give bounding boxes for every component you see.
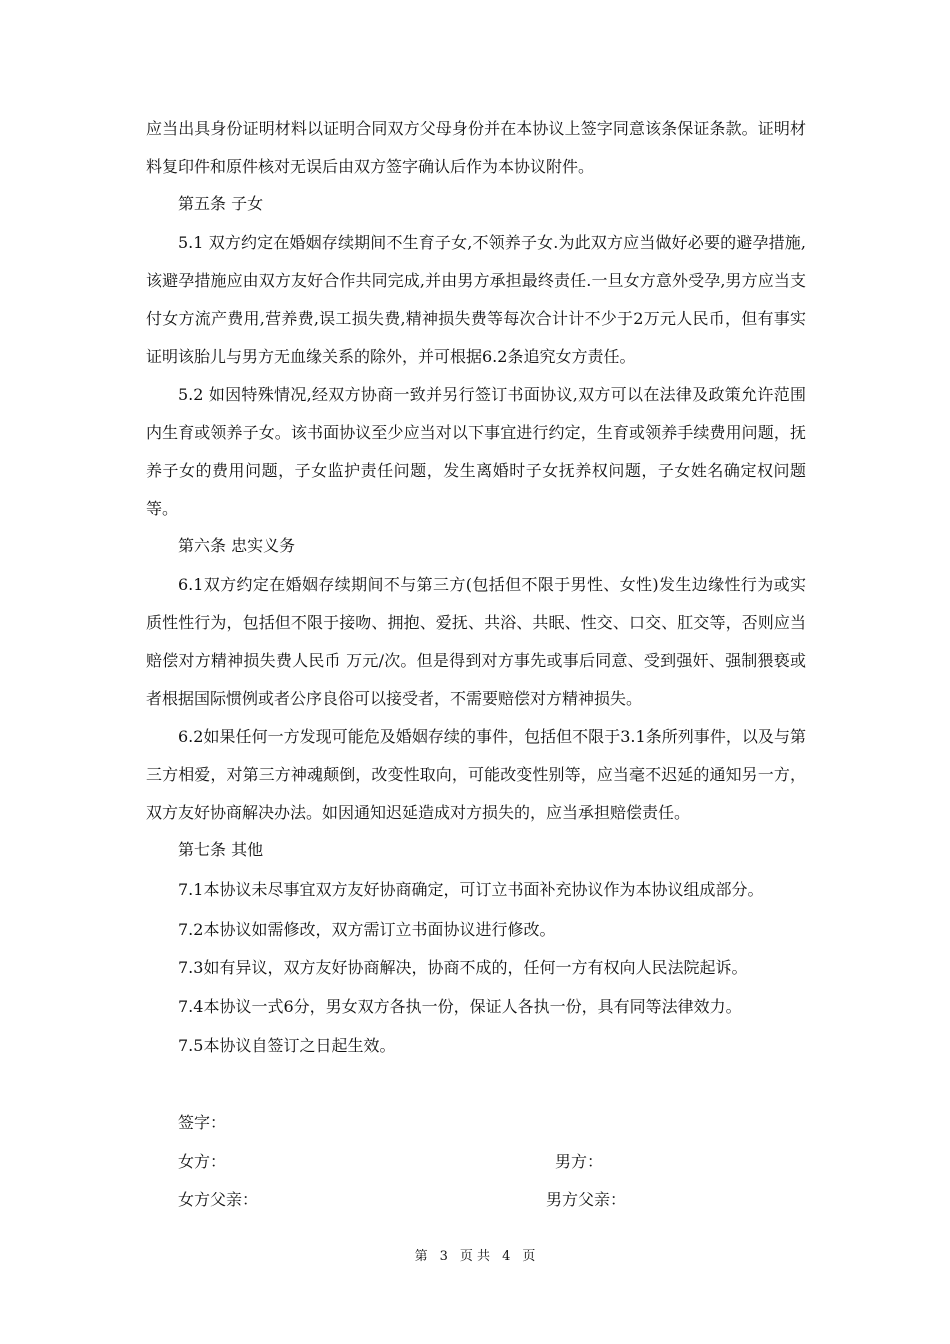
paragraph-intro: 应当出具身份证明材料以证明合同双方父母身份并在本协议上签字同意该条保证条款。证明材料复印件和原件核对无误后由双方签字确认后作为本协议附件。 [146, 119, 806, 176]
paragraph-7-3: 7.3如有异议，双方友好协商解决，协商不成的，任何一方有权向人民法院起诉。 [178, 958, 748, 977]
paragraph-6-1: 6.1双方约定在婚姻存续期间不与第三方(包括但不限于男性、女性)发生边缘性行为或实质性性行为，包括但不限于接吻、拥抱、爱抚、共浴、共眠、性交、口交、肛交等，否则应当赔偿对方精神损失费人民币 万元/次。但是得到对方事先或事后同意、受到强奸、强制猥亵或者根据国际惯例或者公序良俗可以接受者，不需要赔偿对方精神损失。 [146, 575, 806, 708]
paragraph-7-2: 7.2本协议如需修改，双方需订立书面协议进行修改。 [178, 920, 556, 939]
paragraph-5-2: 5.2 如因特殊情况,经双方协商一致并另行签订书面协议,双方可以在法律及政策允许范围内生育或领养子女。该书面协议至少应当对以下事宜进行约定，生育或领养手续费用问题，抚养子女的费用问题，子女监护责任问题，发生离婚时子女抚养权问题，子女姓名确定权问题等。 [146, 385, 806, 518]
signature-label: 签字： [178, 1113, 227, 1132]
section-6-title: 第六条 忠实义务 [178, 536, 296, 555]
paragraph-6-2: 6.2如果任何一方发现可能危及婚姻存续的事件，包括但不限于3.1条所列事件，以及与第三方相爱，对第三方神魂颠倒，改变性取向，可能改变性别等，应当毫不迟延的通知另一方，双方友好协商解决办法。如因通知迟延造成对方损失的，应当承担赔偿责任。 [146, 727, 806, 822]
paragraph-7-4: 7.4本协议一式6分，男女双方各执一份，保证人各执一份，具有同等法律效力。 [178, 997, 742, 1016]
footer-page-number: 3 [439, 1249, 448, 1264]
paragraph-5-1: 5.1 双方约定在婚姻存续期间不生育子女,不领养子女.为此双方应当做好必要的避孕措施,该避孕措施应由双方友好合作共同完成,并由男方承担最终责任.一旦女方意外受孕,男方应当支付女方流产费用,营养费,误工损失费,精神损失费等每次合计计不少于2万元人民币，但有事实证明该胎儿与男方无血缘关系的除外，并可根据6.2条追究女方责任。 [146, 233, 806, 366]
female-party-signature: 女方： [178, 1152, 227, 1171]
footer-mid: 页 共 [459, 1249, 491, 1264]
male-party-signature: 男方： [555, 1152, 604, 1171]
footer-total-pages: 4 [502, 1249, 511, 1264]
paragraph-7-1: 7.1本协议未尽事宜双方友好协商确定，可订立书面补充协议作为本协议组成部分。 [178, 880, 764, 899]
section-5-title: 第五条 子女 [178, 194, 264, 213]
footer-prefix: 第 [414, 1249, 428, 1264]
male-father-signature: 男方父亲： [546, 1190, 627, 1209]
paragraph-7-5: 7.5本协议自签订之日起生效。 [178, 1036, 396, 1055]
footer-suffix: 页 [522, 1249, 536, 1264]
female-father-signature: 女方父亲： [178, 1190, 259, 1209]
page-footer [0, 1248, 950, 1266]
section-7-title: 第七条 其他 [178, 840, 264, 859]
